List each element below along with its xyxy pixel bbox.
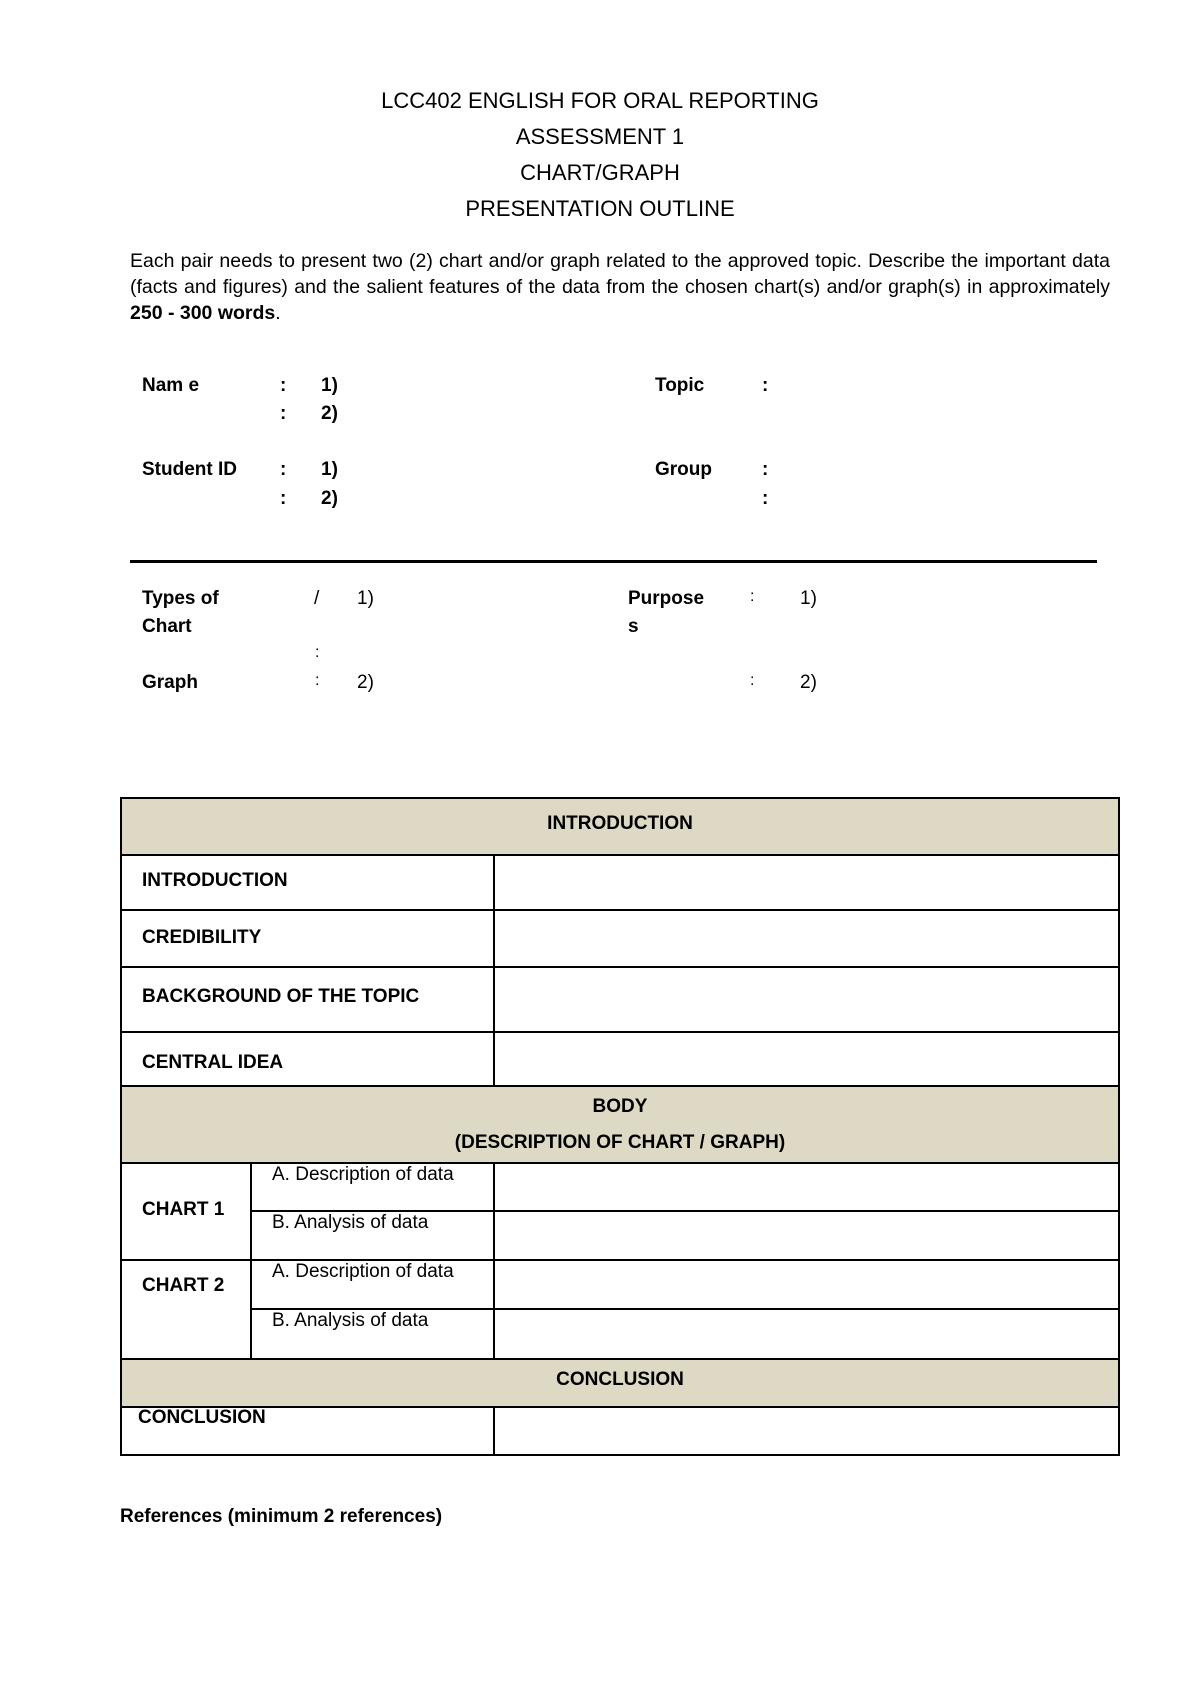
chart1-description-label: A. Description of data — [272, 1164, 454, 1185]
types-label-line2: Chart — [142, 616, 192, 637]
instructions-paragraph — [130, 248, 1110, 326]
document-title: LCC402 ENGLISH FOR ORAL REPORTING — [381, 88, 819, 113]
student-id-colon-2: : — [280, 488, 287, 509]
purposes-field-1[interactable]: 1) — [800, 588, 817, 609]
table-line — [120, 854, 1120, 856]
types-label-line1: Types of — [142, 588, 219, 609]
student-id-field-1[interactable]: 1) — [321, 459, 338, 480]
intro-header: INTRODUCTION — [547, 813, 693, 834]
table-line — [120, 797, 1120, 799]
instructions-end: . — [275, 302, 281, 324]
group-colon-2: : — [762, 488, 769, 509]
table-line — [120, 966, 1120, 968]
table-line — [120, 1031, 1120, 1033]
name-colon-1: : — [280, 375, 287, 396]
group-colon-1: : — [762, 459, 769, 480]
body-header: BODY — [592, 1096, 648, 1117]
chart1-label: CHART 1 — [142, 1199, 225, 1220]
purposes-colon-2: : — [750, 672, 755, 689]
table-line — [120, 1162, 1120, 1164]
row-background: BACKGROUND OF THE TOPIC — [142, 986, 420, 1007]
types-colon-mid: : — [315, 644, 320, 661]
purposes-colon-1: : — [750, 588, 755, 605]
chart2-description-label: A. Description of data — [272, 1261, 454, 1282]
body-subheader: (DESCRIPTION OF CHART / GRAPH) — [454, 1132, 786, 1153]
table-line — [250, 1162, 252, 1358]
table-line — [120, 909, 1120, 911]
student-id-colon-1: : — [280, 459, 287, 480]
row-credibility: CREDIBILITY — [142, 927, 262, 948]
types-field-1[interactable]: 1) — [357, 588, 374, 609]
types-slash: / — [314, 588, 320, 609]
conclusion-header: CONCLUSION — [556, 1369, 684, 1390]
student-id-field-2[interactable]: 2) — [321, 488, 338, 509]
table-line — [120, 1085, 1120, 1087]
types-field-2[interactable]: 2) — [357, 672, 374, 693]
name-field-1[interactable]: 1) — [321, 375, 338, 396]
assessment-heading: ASSESSMENT 1 — [515, 124, 685, 149]
name-field-2[interactable]: 2) — [321, 403, 338, 424]
student-id-label: Student ID — [142, 459, 237, 480]
group-label: Group — [655, 459, 712, 480]
table-line — [1118, 797, 1120, 1455]
section-divider — [130, 560, 1097, 563]
topic-colon: : — [762, 375, 769, 396]
word-count: 250 - 300 words — [130, 302, 276, 324]
row-conclusion: CONCLUSION — [138, 1407, 266, 1428]
row-introduction: INTRODUCTION — [142, 870, 288, 891]
purposes-label-line1: Purpose — [628, 588, 705, 609]
table-line — [120, 1406, 1120, 1408]
graph-label: Graph — [142, 672, 198, 693]
name-label: Nam e — [142, 375, 200, 396]
references-label: References (minimum 2 references) — [120, 1506, 443, 1527]
topic-label: Topic — [655, 375, 705, 396]
table-line — [120, 1259, 1120, 1261]
table-line — [120, 1454, 1120, 1456]
name-colon-2: : — [280, 403, 287, 424]
row-central-idea: CENTRAL IDEA — [142, 1052, 284, 1073]
chart1-analysis-label: B. Analysis of data — [272, 1212, 429, 1233]
purposes-label-line2: s — [628, 616, 639, 637]
outline-heading: PRESENTATION OUTLINE — [465, 196, 735, 221]
chart2-analysis-label: B. Analysis of data — [272, 1310, 429, 1331]
table-line — [493, 1406, 495, 1454]
outline-table — [120, 797, 1120, 1457]
table-line — [120, 1358, 1120, 1360]
chart-graph-heading: CHART/GRAPH — [520, 160, 680, 185]
purposes-field-2[interactable]: 2) — [800, 672, 817, 693]
graph-colon: : — [315, 672, 320, 689]
table-line — [493, 854, 495, 1085]
chart2-label: CHART 2 — [142, 1275, 225, 1296]
table-line — [493, 1162, 495, 1358]
table-line — [120, 797, 122, 1455]
instructions-text: Each pair needs to present two (2) chart and/or graph related to the approved topic. Describe the important data (facts and figures) and the salient features of the data from the chosen chart(s) and/or graph(s) in approximately — [130, 250, 1110, 298]
